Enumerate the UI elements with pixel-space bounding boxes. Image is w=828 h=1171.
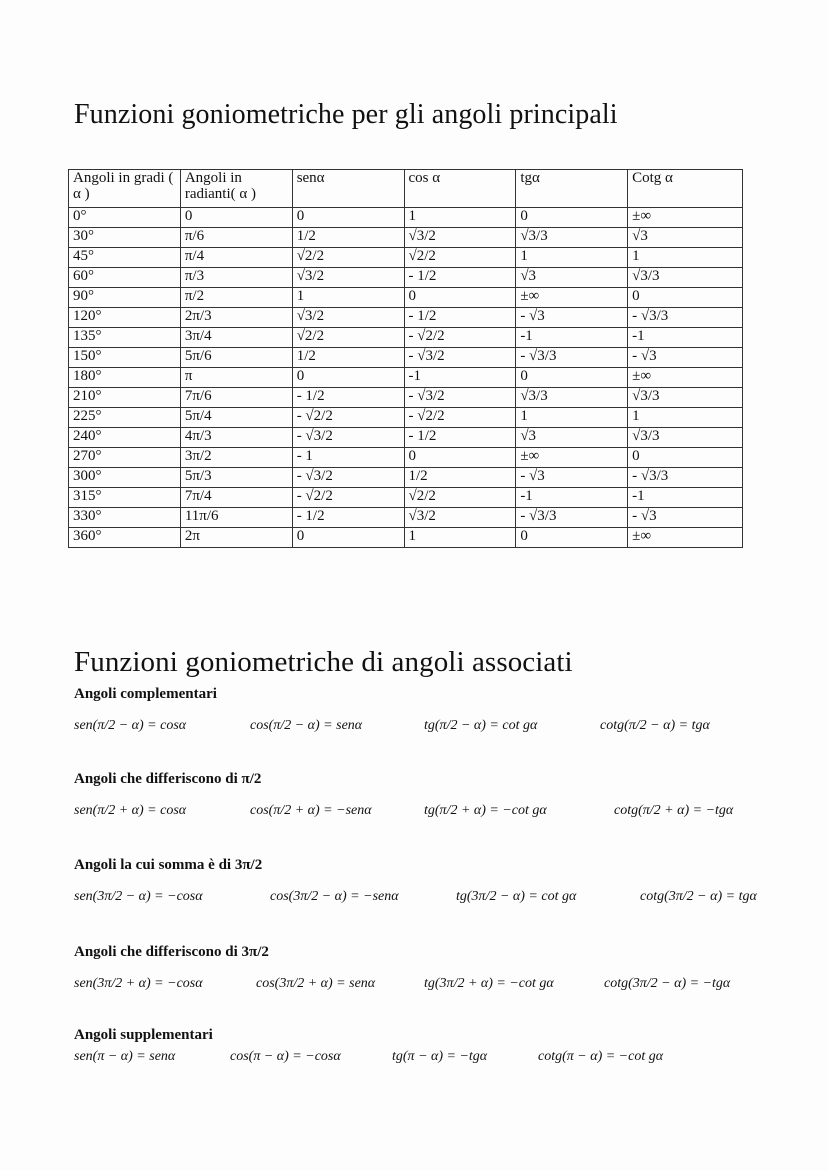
- trig-values-table: [68, 169, 743, 548]
- cell-degrees: 135°: [69, 328, 181, 348]
- formula-cos: cos(3π/2 + α) = senα: [256, 976, 376, 991]
- table-row: [69, 288, 743, 308]
- cell-tan: √3: [516, 268, 628, 288]
- cell-cos: √3/2: [404, 508, 516, 528]
- cell-cot: √3/3: [628, 388, 743, 408]
- cell-degrees: 60°: [69, 268, 181, 288]
- cell-tan: 1: [516, 408, 628, 428]
- table-row: [69, 508, 743, 528]
- cell-cot: ±∞: [628, 528, 743, 548]
- cell-cos: - 1/2: [404, 428, 516, 448]
- cell-cot: -1: [628, 328, 743, 348]
- cell-cos: - 1/2: [404, 308, 516, 328]
- page-title: Funzioni goniometriche per gli angoli principali: [74, 99, 618, 130]
- formula-row: [74, 879, 774, 919]
- cell-radians: 11π/6: [180, 508, 292, 528]
- header-degrees: Angoli in gradi ( α ): [69, 170, 181, 208]
- section-supplementary: [74, 1027, 774, 1071]
- formula-sin: sen(3π/2 − α) = −cosα: [74, 889, 203, 904]
- cell-cot: - √3: [628, 348, 743, 368]
- cell-cot: 0: [628, 448, 743, 468]
- table-row: [69, 388, 743, 408]
- formula-row: [74, 966, 774, 1006]
- cell-sin: √2/2: [292, 328, 404, 348]
- cell-cos: √2/2: [404, 248, 516, 268]
- cell-sin: - 1: [292, 448, 404, 468]
- cell-tan: - √3/3: [516, 348, 628, 368]
- cell-sin: √2/2: [292, 248, 404, 268]
- cell-sin: - √2/2: [292, 488, 404, 508]
- cell-degrees: 30°: [69, 228, 181, 248]
- cell-degrees: 0°: [69, 208, 181, 228]
- cell-radians: 7π/4: [180, 488, 292, 508]
- formula-sin: sen(π − α) = senα: [74, 1049, 176, 1064]
- cell-cos: - √2/2: [404, 328, 516, 348]
- cell-radians: π/6: [180, 228, 292, 248]
- cell-tan: 0: [516, 208, 628, 228]
- cell-tan: - √3: [516, 308, 628, 328]
- cell-radians: 2π/3: [180, 308, 292, 328]
- cell-radians: 5π/3: [180, 468, 292, 488]
- cell-sin: - √3/2: [292, 468, 404, 488]
- cell-degrees: 330°: [69, 508, 181, 528]
- section-sum-3pi-half: [74, 857, 774, 919]
- formula-cot: cotg(π/2 − α) = tgα: [600, 718, 710, 733]
- table-row: [69, 328, 743, 348]
- table-row: [69, 408, 743, 428]
- section-heading: Angoli che differiscono di 3π/2: [74, 944, 269, 960]
- section-heading: Angoli supplementari: [74, 1027, 213, 1043]
- formula-cos: cos(3π/2 − α) = −senα: [270, 889, 399, 904]
- cell-sin: 1/2: [292, 228, 404, 248]
- cell-sin: √3/2: [292, 308, 404, 328]
- cell-radians: π/4: [180, 248, 292, 268]
- cell-degrees: 210°: [69, 388, 181, 408]
- header-cot: Cotg α: [628, 170, 743, 208]
- cell-cos: 1: [404, 528, 516, 548]
- formula-row: [74, 1049, 774, 1071]
- cell-tan: √3/3: [516, 388, 628, 408]
- table-row: [69, 488, 743, 508]
- cell-cot: √3/3: [628, 428, 743, 448]
- formula-sin: sen(π/2 + α) = cosα: [74, 803, 187, 818]
- cell-cot: ±∞: [628, 208, 743, 228]
- formula-cos: cos(π/2 − α) = senα: [250, 718, 363, 733]
- cell-cos: 1: [404, 208, 516, 228]
- section-title: Funzioni goniometriche di angoli associati: [74, 646, 573, 678]
- cell-cot: 0: [628, 288, 743, 308]
- table-row: [69, 448, 743, 468]
- cell-radians: π/3: [180, 268, 292, 288]
- cell-tan: ±∞: [516, 288, 628, 308]
- header-radians: Angoli in radianti( α ): [180, 170, 292, 208]
- cell-sin: - 1/2: [292, 388, 404, 408]
- cell-sin: √3/2: [292, 268, 404, 288]
- table-row: [69, 208, 743, 228]
- cell-sin: - √2/2: [292, 408, 404, 428]
- table-row: [69, 528, 743, 548]
- formula-cos: cos(π/2 + α) = −senα: [250, 803, 372, 818]
- cell-cos: -1: [404, 368, 516, 388]
- formula-tan: tg(π/2 − α) = cot gα: [424, 718, 538, 733]
- cell-degrees: 90°: [69, 288, 181, 308]
- table-row: [69, 268, 743, 288]
- header-cos: cos α: [404, 170, 516, 208]
- cell-cos: √2/2: [404, 488, 516, 508]
- table-row: [69, 228, 743, 248]
- cell-cot: √3: [628, 228, 743, 248]
- header-tan: tgα: [516, 170, 628, 208]
- table-row: [69, 468, 743, 488]
- section-heading: Angoli che differiscono di π/2: [74, 771, 262, 787]
- formula-tan: tg(π − α) = −tgα: [392, 1049, 488, 1064]
- formula-row: [74, 708, 774, 748]
- formula-tan: tg(π/2 + α) = −cot gα: [424, 803, 547, 818]
- section-complementary: [74, 686, 774, 748]
- cell-tan: ±∞: [516, 448, 628, 468]
- formula-cot: cotg(3π/2 − α) = −tgα: [604, 976, 731, 991]
- formula-cos: cos(π − α) = −cosα: [230, 1049, 341, 1064]
- cell-cot: ±∞: [628, 368, 743, 388]
- cell-degrees: 240°: [69, 428, 181, 448]
- cell-radians: 3π/2: [180, 448, 292, 468]
- cell-sin: - 1/2: [292, 508, 404, 528]
- table-row: [69, 308, 743, 328]
- cell-sin: 0: [292, 528, 404, 548]
- cell-tan: 1: [516, 248, 628, 268]
- section-heading: Angoli la cui somma è di 3π/2: [74, 857, 263, 873]
- section-heading: Angoli complementari: [74, 686, 217, 702]
- cell-cos: 0: [404, 288, 516, 308]
- formula-cot: cotg(3π/2 − α) = tgα: [640, 889, 757, 904]
- cell-tan: -1: [516, 328, 628, 348]
- cell-tan: - √3/3: [516, 508, 628, 528]
- cell-cos: 0: [404, 448, 516, 468]
- cell-radians: 4π/3: [180, 428, 292, 448]
- formula-cot: cotg(π − α) = −cot gα: [538, 1049, 664, 1064]
- cell-radians: 7π/6: [180, 388, 292, 408]
- header-sin: senα: [292, 170, 404, 208]
- cell-radians: 2π: [180, 528, 292, 548]
- cell-cot: √3/3: [628, 268, 743, 288]
- cell-tan: √3: [516, 428, 628, 448]
- cell-cos: - √3/2: [404, 348, 516, 368]
- cell-degrees: 180°: [69, 368, 181, 388]
- cell-sin: 1: [292, 288, 404, 308]
- cell-degrees: 45°: [69, 248, 181, 268]
- formula-cot: cotg(π/2 + α) = −tgα: [614, 803, 734, 818]
- formula-tan: tg(3π/2 + α) = −cot gα: [424, 976, 554, 991]
- cell-degrees: 300°: [69, 468, 181, 488]
- table-row: [69, 248, 743, 268]
- cell-tan: - √3: [516, 468, 628, 488]
- cell-degrees: 315°: [69, 488, 181, 508]
- cell-cot: 1: [628, 248, 743, 268]
- cell-degrees: 360°: [69, 528, 181, 548]
- cell-cos: √3/2: [404, 228, 516, 248]
- formula-row: [74, 793, 774, 833]
- cell-tan: 0: [516, 528, 628, 548]
- cell-cos: 1/2: [404, 468, 516, 488]
- cell-radians: 5π/6: [180, 348, 292, 368]
- table-header-row: [69, 170, 743, 208]
- cell-radians: 3π/4: [180, 328, 292, 348]
- cell-sin: 1/2: [292, 348, 404, 368]
- cell-radians: π/2: [180, 288, 292, 308]
- formula-tan: tg(3π/2 − α) = cot gα: [456, 889, 577, 904]
- formula-sin: sen(π/2 − α) = cosα: [74, 718, 187, 733]
- cell-degrees: 270°: [69, 448, 181, 468]
- cell-tan: -1: [516, 488, 628, 508]
- table-row: [69, 348, 743, 368]
- cell-degrees: 120°: [69, 308, 181, 328]
- table-row: [69, 368, 743, 388]
- cell-degrees: 150°: [69, 348, 181, 368]
- cell-cot: -1: [628, 488, 743, 508]
- cell-tan: √3/3: [516, 228, 628, 248]
- cell-cot: - √3/3: [628, 468, 743, 488]
- cell-cot: - √3/3: [628, 308, 743, 328]
- cell-tan: 0: [516, 368, 628, 388]
- cell-sin: 0: [292, 368, 404, 388]
- cell-cos: - √3/2: [404, 388, 516, 408]
- cell-sin: - √3/2: [292, 428, 404, 448]
- cell-cos: - √2/2: [404, 408, 516, 428]
- cell-radians: 0: [180, 208, 292, 228]
- cell-sin: 0: [292, 208, 404, 228]
- cell-degrees: 225°: [69, 408, 181, 428]
- cell-cot: - √3: [628, 508, 743, 528]
- table-row: [69, 428, 743, 448]
- section-differ-pi-half: [74, 771, 774, 833]
- formula-sin: sen(3π/2 + α) = −cosα: [74, 976, 203, 991]
- section-differ-3pi-half: [74, 944, 774, 1006]
- cell-radians: 5π/4: [180, 408, 292, 428]
- cell-cot: 1: [628, 408, 743, 428]
- cell-cos: - 1/2: [404, 268, 516, 288]
- cell-radians: π: [180, 368, 292, 388]
